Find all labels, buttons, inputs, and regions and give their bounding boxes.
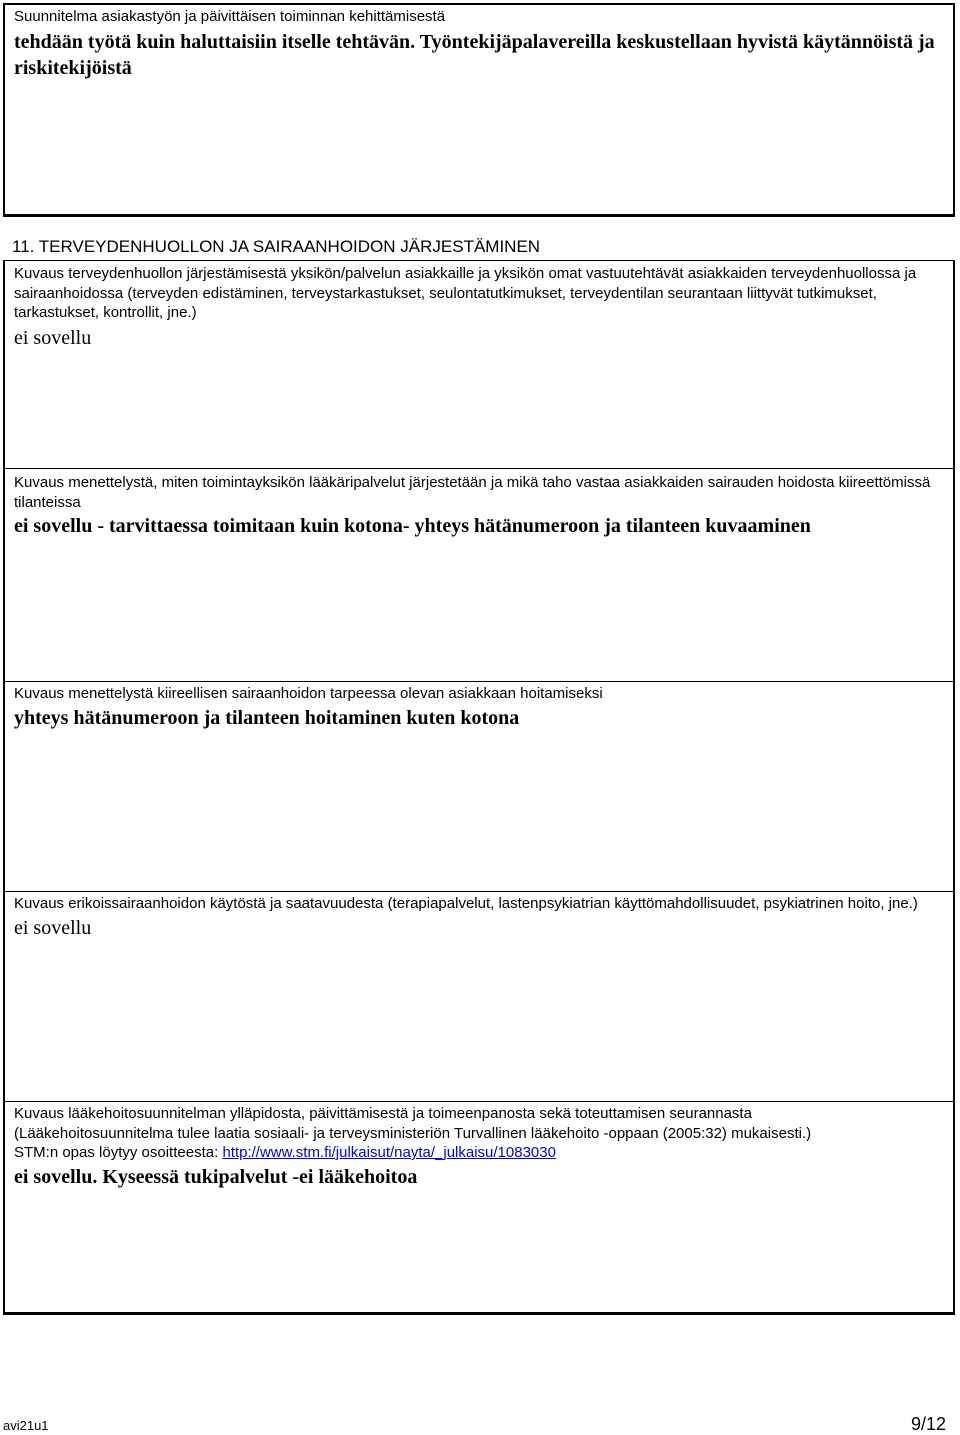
section-medication-plan xyxy=(5,1101,953,1314)
stm-guide-link[interactable]: http://www.stm.fi/julkaisut/nayta/_julkaisu/1083030 xyxy=(222,1144,556,1161)
section-urgent-care xyxy=(5,681,953,892)
footer-page-number: 9/12 xyxy=(910,1414,946,1434)
medication-plan-label-line2: (Lääkehoitosuunnitelma tulee laatia sosiaali- ja terveysministeriön Turvallinen lääkehoito -oppaan (2005:32) mukaisesti.) xyxy=(14,1124,812,1142)
plan-label: Suunnitelma asiakastyön ja päivittäisen toiminnan kehittämisestä xyxy=(14,8,446,25)
section-doctor-services xyxy=(5,468,953,682)
medication-plan-label-line1: Kuvaus lääkehoitosuunnitelman ylläpidosta, päivittämisestä ja toimeenpanosta sekä toteuttamisen seurannasta xyxy=(14,1105,752,1122)
plan-answer: tehdään työtä kuin haluttaisiin itselle tehtävän. Työntekijäpalavereilla keskustellaan hyvistä käytännöistä ja riskitekijöistä xyxy=(14,31,935,79)
specialized-care-label: Kuvaus erikoissairaanhoidon käytöstä ja saatavuudesta (terapiapalvelut, lastenpsykiatrian käyttömahdollisuudet, psykiatrinen hoito, jne.) xyxy=(14,895,918,912)
healthcare-organization-label: Kuvaus terveydenhuollon järjestämisestä yksikön/palvelun asiakkaille ja yksikön omat vastuutehtävät asiakkaiden terveydenhuollossa ja sairaanhoidossa (terveyden edistäminen, terveystarkastukset, seulontatutkimukset, terveydentilan seurantaan liittyvät tutkimukset, tarkastukset, kontrollit, jne.) xyxy=(14,265,917,321)
medication-plan-label xyxy=(5,1102,953,1163)
section-healthcare-organization xyxy=(5,261,953,468)
plan-box xyxy=(3,3,955,217)
specialized-care-answer: ei sovellu xyxy=(14,916,92,939)
healthcare-organization-answer: ei sovellu xyxy=(14,326,92,349)
urgent-care-answer: yhteys hätänumeroon ja tilanteen hoitaminen kuten kotona xyxy=(14,706,520,729)
medication-plan-answer: ei sovellu. Kyseessä tukipalvelut -ei lääkehoitoa xyxy=(14,1165,418,1188)
guide-prefix: STM:n opas löytyy osoitteesta: xyxy=(14,1144,223,1161)
section-title: 11. TERVEYDENHUOLLON JA SAIRAANHOIDON JÄRJESTÄMINEN xyxy=(12,237,541,256)
section-specialized-care xyxy=(5,891,953,1102)
medication-plan-label-line3 xyxy=(14,1143,945,1163)
healthcare-box xyxy=(3,260,955,1315)
doctor-services-label: Kuvaus menettelystä, miten toimintayksikön lääkäripalvelut järjestetään ja mikä taho vastaa asiakkaiden sairauden hoidosta kiireettömissä tilanteissa xyxy=(14,474,931,511)
urgent-care-label: Kuvaus menettelystä kiireellisen sairaanhoidon tarpeessa olevan asiakkaan hoitamiseksi xyxy=(14,685,603,702)
doctor-services-answer: ei sovellu - tarvittaessa toimitaan kuin kotona- yhteys hätänumeroon ja tilanteen kuvaaminen xyxy=(14,515,811,537)
footer-doc-id: avi21u1 xyxy=(3,1418,49,1433)
